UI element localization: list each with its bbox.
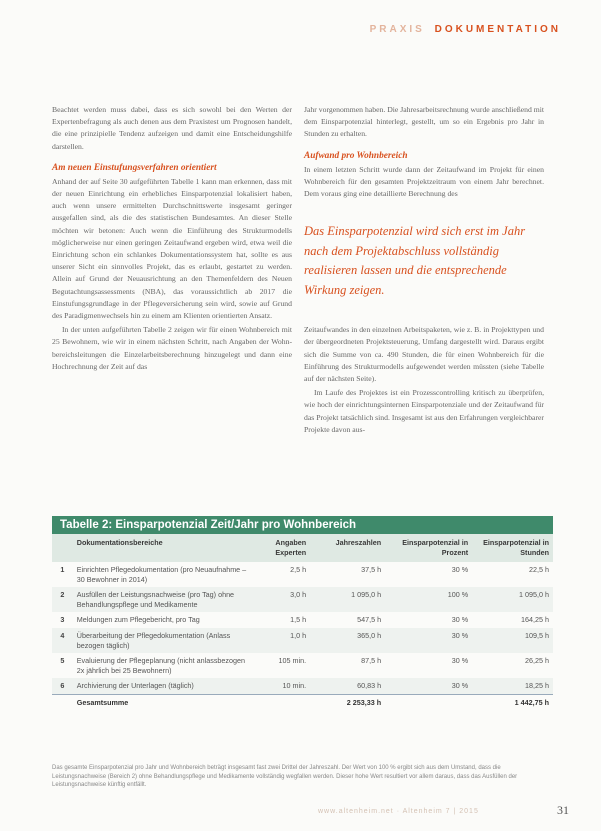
left-paragraph-2: Anhand der auf Seite 30 aufgeführten Tabelle 1 kann man erkennen, dass mit der neuen Einrichtung ein erhebliches Einsparpotenzial lokalisiert haben, auch wenn unsere ermittelten Durchschnittswerte insgesamt geringer ausgefallen sind, als die des statistischen Bundesamtes. An dieser Stelle möchten wir betonen: Auch wenn die Einführung des Strukturmodells möglicherweise nur einen geringen Zeitaufwand ergeben wird, etwa weil die Einrichtung schon ein schlankes Dokumentationssystem hat, sollte es aus unserer Sicht ein sinnvolles Projekt, das es erlaubt, gestartet zu werden. Allein auf Grund der Neuausrichtung an den Themenfeldern des Neuen Begutachtungsassessments (NBA), das voraussichtlich ab 2017 die Einstufungsgrundlage in der Pflegeversicherung sein wird, sowie auf Grund des Paradigmenwechsels hin zu einem am Klienten orientierten Ansatz. <box>52 176 292 321</box>
total-hours: 1 442,75 h <box>472 694 553 710</box>
table-row <box>52 587 553 612</box>
total-annual: 2 253,33 h <box>310 694 385 710</box>
row-annual: 365,0 h <box>310 628 385 653</box>
row-percent: 30 % <box>451 615 469 625</box>
savings-table <box>52 516 553 711</box>
table-row <box>52 562 553 587</box>
row-index: 2 <box>52 587 73 612</box>
total-percent-cell <box>385 694 472 710</box>
page-number: 31 <box>557 803 569 817</box>
row-hours: 164,25 h <box>521 615 549 625</box>
row-index: 4 <box>52 628 73 653</box>
header-annual: Jahreszahlen <box>310 534 385 562</box>
row-index: 5 <box>60 656 65 666</box>
row-hours: 109,5 h <box>472 628 553 653</box>
row-experts: 3,0 h <box>258 587 310 612</box>
left-paragraph-3: In der unten aufgeführten Tabelle 2 zeigen wir für einen Wohnbereich mit 25 Bewohnern, wie wir in einem nächsten Schritt, nach Angaben der Wohnbereichsleitungen die Einzelarbeitsberechnung hinzugelegt und dann eine Hochrechnung der Zeit auf das <box>52 325 292 371</box>
table-footnote: Das gesamte Einsparpotenzial pro Jahr und Wohnbereich beträgt insgesamt fast zwei Drittel der Jahreszahl. Der Wert von 100 % ergibt sich aus dem Umstand, dass die Leistungsnachweise (Bereich 2) ohne Behandlungspflege und Medikamente vollständig wegfallen werden. Dieser hohe Wert resultiert vor allem daraus, dass das Ausfüllen der Leistungsnachweise künftig entfällt. <box>52 765 518 788</box>
table-grid <box>52 534 553 711</box>
right-column <box>304 104 544 438</box>
section-kicker: PRAXIS <box>369 24 425 35</box>
row-hours: 26,25 h <box>525 656 549 666</box>
row-area: Evaluierung der Pflegeplanung (nicht anlassbezogen 2x jährlich bei 25 Bewohnern) <box>76 656 245 675</box>
row-index: 6 <box>52 678 73 694</box>
row-annual: 1 095,0 h <box>310 587 385 612</box>
total-index-cell <box>52 694 73 710</box>
section-label: DOKUMENTATION <box>434 24 561 35</box>
row-hours: 22,5 h <box>529 565 549 574</box>
header-hours: Einsparpotenzial in Stunden <box>472 534 553 562</box>
header-area: Dokumentationsbereiche <box>73 534 258 562</box>
row-experts: 2,5 h <box>290 565 307 574</box>
pull-quote: Das Einsparpotenzial wird sich erst im Jahr nach dem Projektabschluss vollständig realisieren lassen und die entsprechende Wirkung zeigen. <box>304 224 526 297</box>
row-area: Archivierung der Unterlagen (täglich) <box>73 678 258 694</box>
header-index <box>52 534 73 562</box>
row-hours: 1 095,0 h <box>472 587 553 612</box>
total-label: Gesamtsumme <box>73 694 258 710</box>
right-paragraph-4: Im Laufe des Projektes ist ein Prozesscontrolling kritisch zu überprüfen, wie hoch der einrichtungsinternen Einsparpotenziale und der Zeitaufwand für das Projekt tatsächlich sind. Insgesamt ist aus den Erfahrungen vergleichbarer Projekte davon aus- <box>304 388 544 434</box>
row-percent: 30 % <box>451 656 469 666</box>
left-column <box>52 104 292 375</box>
table-row <box>52 612 553 628</box>
page-footer: www.altenheim.net · Altenheim 7 | 2015 <box>318 808 479 815</box>
row-area: Ausfüllen der Leistungsnachweise (pro Tag) ohne Behandlungspflege und Medikamente <box>73 587 258 612</box>
row-experts: 10 min. <box>258 678 310 694</box>
row-index: 3 <box>60 615 65 625</box>
row-area: Überarbeitung der Pflegedokumentation (Anlass bezogen täglich) <box>73 628 258 653</box>
row-experts: 1,0 h <box>258 628 310 653</box>
right-subheading: Aufwand pro Wohnbereich <box>304 150 408 161</box>
right-paragraph-3: Zeitaufwandes in den einzelnen Arbeitspaketen, wie z. B. in Projekttypen und der übergeordneten Projektsteuerung, Umfang dargestellt wird. Daraus ergibt sich die Summe von ca. 490 Stunden, die für einen Wohnbereich für die Einführung des Strukturmodells aufgewendet werden müssten (siehe Tabelle auf der nächsten Seite). <box>304 325 544 384</box>
table-title: Tabelle 2: Einsparpotenzial Zeit/Jahr pro Wohnbereich <box>52 516 553 534</box>
header-percent: Einsparpotenzial in Prozent <box>385 534 472 562</box>
row-area: Meldungen zum Pflegebericht, pro Tag <box>76 615 200 625</box>
row-hours: 18,25 h <box>472 678 553 694</box>
table-row <box>52 653 553 678</box>
row-percent: 30 % <box>385 628 472 653</box>
row-experts: 1,5 h <box>290 615 307 625</box>
total-experts-cell <box>258 694 310 710</box>
table-total-row <box>52 694 553 710</box>
row-percent: 100 % <box>385 587 472 612</box>
row-percent: 30 % <box>451 565 469 574</box>
row-percent: 30 % <box>385 678 472 694</box>
table-row <box>52 678 553 694</box>
right-paragraph-2: In einem letzten Schritt wurde dann der Zeitaufwand im Projekt für einen Wohnbereich für den gesamten Projektzeitraum von einem Jahr berechnet. Dem voraus ging eine detaillierte Berechnung des <box>304 164 544 199</box>
row-area: Einrichten Pflegedokumentation (pro Neuaufnahme – 30 Bewohner in 2014) <box>76 565 247 584</box>
left-paragraph-1: Beachtet werden muss dabei, dass es sich sowohl bei den Werten der Expertenbefragung als auch denen aus dem Praxistest um Prognosen handelt, die eine prinzipielle Tendenz aufzeigen und damit eine Entscheidungshilfe darstellen. <box>52 105 292 151</box>
row-index: 1 <box>60 565 65 574</box>
row-experts: 105 min. <box>278 656 307 666</box>
row-annual: 37,5 h <box>361 565 382 574</box>
left-subheading: Am neuen Einstufungsverfahren orientiert <box>52 162 217 173</box>
row-annual: 547,5 h <box>357 615 382 625</box>
right-paragraph-1: Jahr vorgenommen haben. Die Jahresarbeitsrechnung wurde anschließend mit dem Einsparpotenzial hinterlegt, gestellt, um so ein Ergebnis pro Jahr in Stunden zu erhalten. <box>304 105 544 139</box>
table-row <box>52 628 553 653</box>
row-annual: 87,5 h <box>361 656 382 666</box>
table-header-row <box>52 534 553 562</box>
row-annual: 60,83 h <box>310 678 385 694</box>
section-header <box>370 24 561 35</box>
header-experts: Angaben Experten <box>258 534 310 562</box>
